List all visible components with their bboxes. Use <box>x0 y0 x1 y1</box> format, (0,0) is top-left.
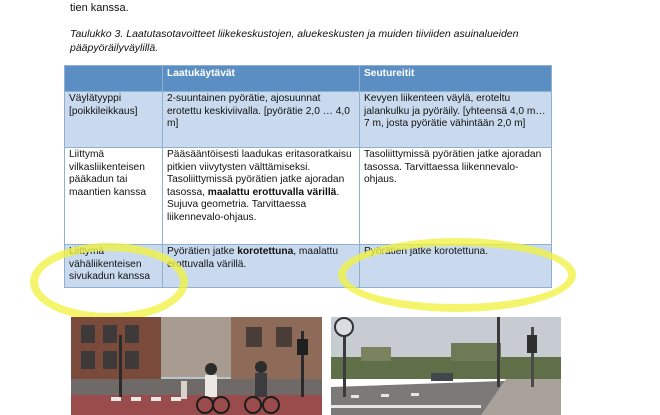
table-caption: Taulukko 3. Laatutasotavoitteet liikekeskustojen, aluekeskusten ja muiden tiiviiden asuinalueiden pääpyöräilyväylillä. <box>70 28 519 54</box>
table-row <box>65 148 552 245</box>
photo-road-crossing <box>331 317 561 415</box>
table-row <box>65 245 552 288</box>
header-empty <box>65 66 163 92</box>
table-header-row <box>65 66 552 92</box>
cell-vilkas-seutu: Tasoliittymissä pyörätien jatke ajoradan tasossa. Tarvittaessa liikennevalo-ohjaus. <box>360 148 552 245</box>
header-laatukaytavat: Laatukäytävät <box>163 66 360 92</box>
cell-text: Tasoliittymissä pyörätien jatke ajoradan tasossa, <box>167 174 345 198</box>
row-label-vahaliikenteinen: Liittymä vähäliikenteisen sivukadun kanssa <box>65 245 163 288</box>
cell-bold-text: maalattu erottuvalla värillä <box>207 186 337 198</box>
photo-road-illustration <box>331 317 561 415</box>
cell-text: , maalattu erottuvalla värillä. <box>167 246 339 270</box>
cell-vaylatyyppi-seutu: Kevyen liikenteen väylä, eroteltu jalankulku ja pyöräily. [yhteensä 4,0 m…7 m, josta pyörätie vähintään 2,0 m] <box>360 92 552 148</box>
quality-table <box>64 65 552 288</box>
header-seutureitit: Seutureitit <box>360 66 552 92</box>
cell-vaha-laatu <box>163 245 360 288</box>
photo-cyclists-street <box>71 317 322 415</box>
cell-vaylatyyppi-laatu: 2-suuntainen pyörätie, ajosuunnat erotettu keskiviivalla. [pyörätie 2,0 … 4,0 m] <box>163 92 360 148</box>
cell-vaha-seutu: Pyörätien jatke korotettuna. <box>360 245 552 288</box>
row-label-vaylatyyppi: Väylätyyppi [poikkileikkaus] <box>65 92 163 148</box>
cell-vilkas-laatu <box>163 148 360 245</box>
table-row <box>65 92 552 148</box>
cell-text: . Sujuva geometria. Tarvittaessa liikennevalo-ohjaus. <box>167 186 340 223</box>
cell-text: Pyörätien jatke <box>167 246 235 257</box>
photo-cyclists-illustration <box>71 317 322 415</box>
top-text: tien kanssa. <box>70 2 129 14</box>
cell-text: Pääsääntöisesti laadukas eritasoratkaisu pitkien viivytysten välttämiseksi. <box>167 149 352 173</box>
row-label-vilkas: Liittymä vilkasliikenteisen pääkadun tai maantien kanssa <box>65 148 163 245</box>
cell-bold-text: korotettuna <box>237 246 294 257</box>
